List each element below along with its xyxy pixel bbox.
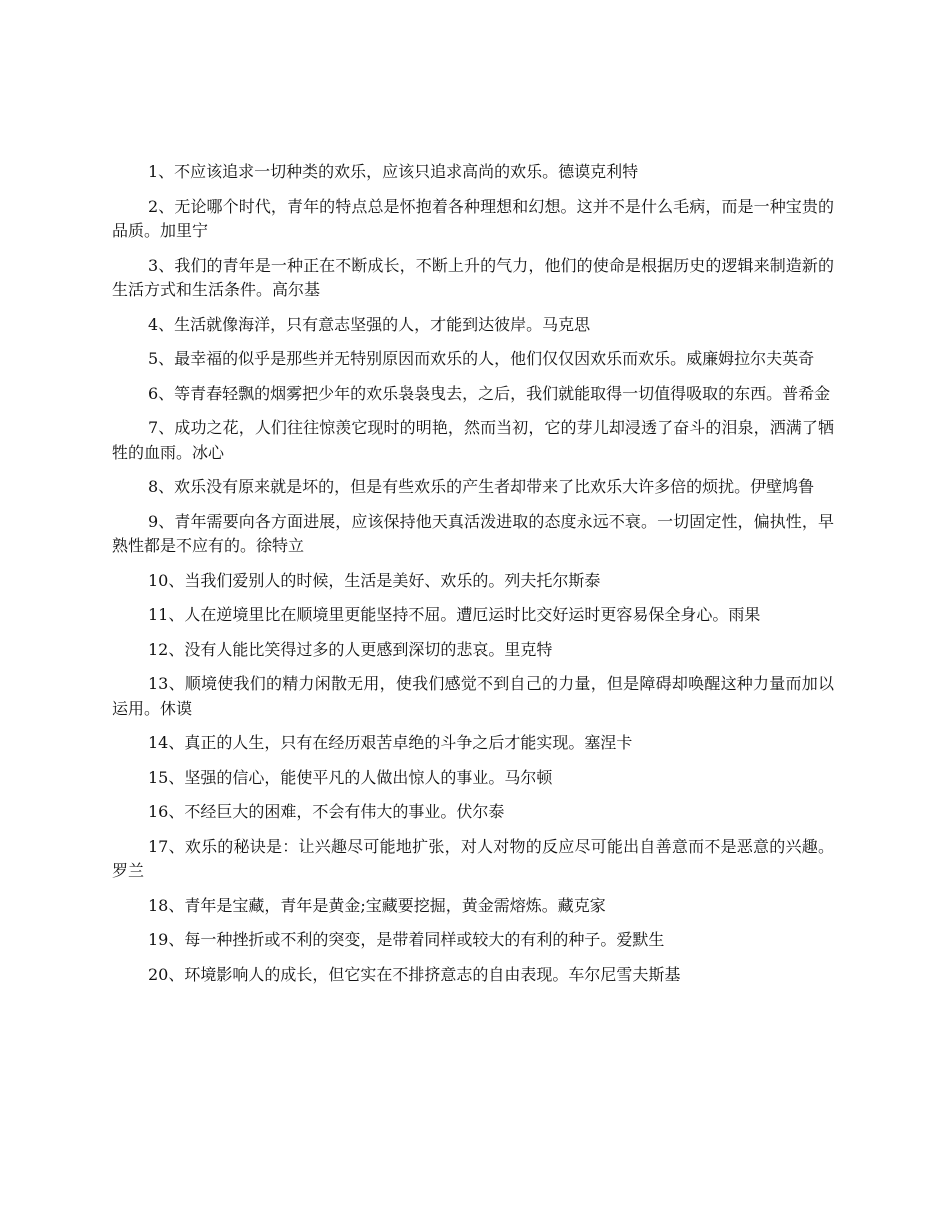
quote-item: 2、无论哪个时代，青年的特点总是怀抱着各种理想和幻想。这并不是什么毛病，而是一种宝贵的品质。加里宁 <box>112 196 834 240</box>
quote-item: 13、顺境使我们的精力闲散无用，使我们感觉不到自己的力量，但是障碍却唤醒这种力量而加以运用。休谟 <box>112 674 834 718</box>
quote-item: 19、每一种挫折或不利的突变，是带着同样或较大的有利的种子。爱默生 <box>148 930 665 949</box>
quote-item: 14、真正的人生，只有在经历艰苦卓绝的斗争之后才能实现。塞涅卡 <box>148 733 633 752</box>
quote-item: 11、人在逆境里比在顺境里更能坚持不屈。遭厄运时比交好运时更容易保全身心。雨果 <box>148 605 761 624</box>
quote-item: 20、环境影响人的成长，但它实在不排挤意志的自由表现。车尔尼雪夫斯基 <box>148 964 681 984</box>
quote-item: 15、坚强的信心，能使平凡的人做出惊人的事业。马尔顿 <box>148 767 553 787</box>
quote-item: 8、欢乐没有原来就是坏的，但是有些欢乐的产生者却带来了比欢乐大许多倍的烦扰。伊壁鸠鲁 <box>148 477 815 496</box>
quote-item: 10、当我们爱别人的时候，生活是美好、欢乐的。列夫托尔斯泰 <box>148 570 601 590</box>
quote-item: 4、生活就像海洋，只有意志坚强的人，才能到达彼岸。马克思 <box>148 314 591 334</box>
quote-item: 6、等青春轻飘的烟雾把少年的欢乐袅袅曳去，之后，我们就能取得一切值得吸取的东西。普希金 <box>148 383 831 403</box>
quote-item: 1、不应该追求一切种类的欢乐，应该只追求高尚的欢乐。德谟克利特 <box>148 162 639 181</box>
quote-item: 12、没有人能比笑得过多的人更感到深切的悲哀。里克特 <box>148 639 553 659</box>
quote-item: 16、不经巨大的困难，不会有伟大的事业。伏尔泰 <box>148 802 505 821</box>
quote-item: 3、我们的青年是一种正在不断成长，不断上升的气力，他们的使命是根据历史的逻辑来制造新的生活方式和生活条件。高尔基 <box>112 255 834 299</box>
quote-item: 5、最幸福的似乎是那些并无特别原因而欢乐的人，他们仅仅因欢乐而欢乐。威廉姆拉尔夫英奇 <box>148 349 815 368</box>
quote-item: 17、欢乐的秘诀是：让兴趣尽可能地扩张，对人对物的反应尽可能出自善意而不是恶意的兴趣。罗兰 <box>112 836 834 880</box>
quote-item: 9、青年需要向各方面进展，应该保持他天真活泼进取的态度永远不衰。一切固定性，偏执性，早熟性都是不应有的。徐特立 <box>112 511 834 555</box>
quote-item: 7、成功之花，人们往往惊羡它现时的明艳，然而当初，它的芽儿却浸透了奋斗的泪泉，洒满了牺牲的血雨。冰心 <box>112 418 834 462</box>
quote-item: 18、青年是宝藏，青年是黄金;宝藏要挖掘，黄金需熔炼。藏克家 <box>148 895 606 915</box>
quote-list <box>112 160 834 997</box>
